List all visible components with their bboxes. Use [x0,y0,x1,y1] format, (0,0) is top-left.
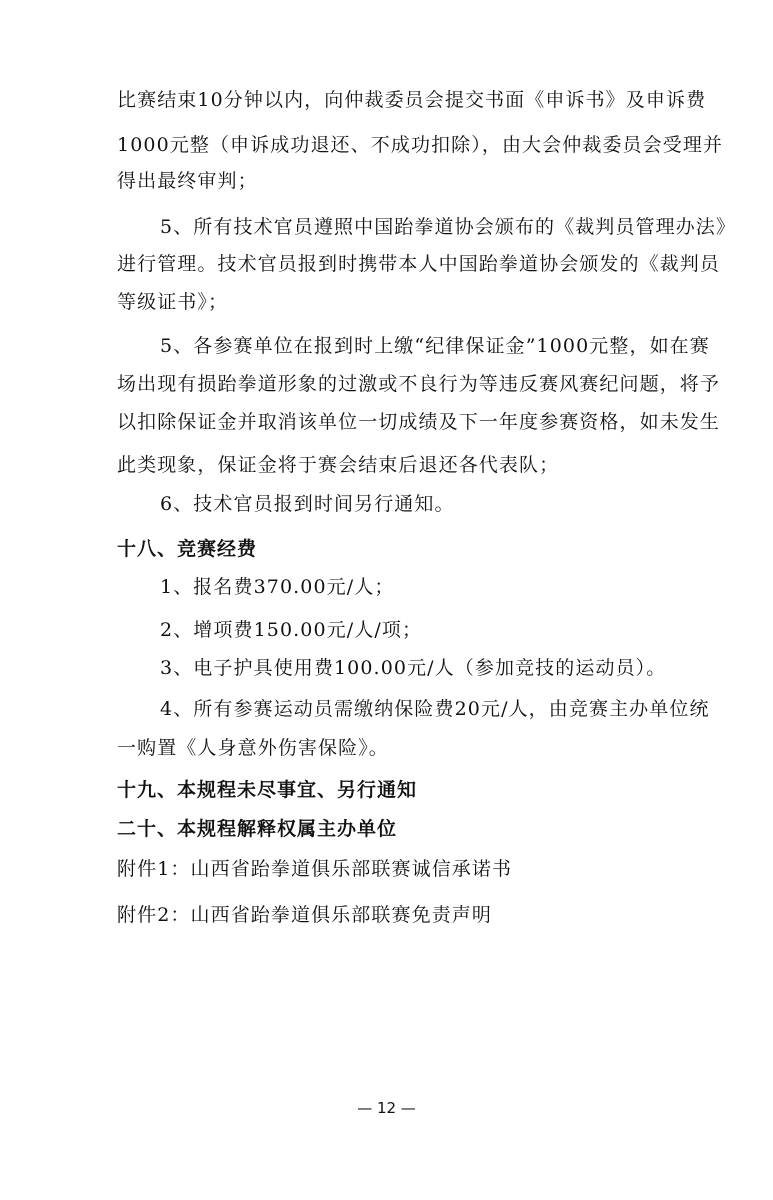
paragraph-line: 进行管理。技术官员报到时携带本人中国跆拳道协会颁发的《裁判员 [117,253,721,275]
fee-item: 1、报名费370.00元/人； [160,576,395,598]
paragraph-line: 比赛结束10分钟以内，向仲裁委员会提交书面《申诉书》及申诉费 [117,89,707,111]
attachment-line: 附件1：山西省跆拳道俱乐部联赛诚信承诺书 [117,858,513,880]
paragraph-line: 1000元整（申诉成功退还、不成功扣除），由大会仲裁委员会受理并 [117,134,724,156]
section-heading-20: 二十、本规程解释权属主办单位 [117,818,398,840]
attachment-line: 附件2：山西省跆拳道俱乐部联赛免责声明 [117,904,492,926]
paragraph-line: 6、技术官员报到时间另行通知。 [160,493,455,515]
fee-item: 4、所有参赛运动员需缴纳保险费20元/人，由竞赛主办单位统 [160,698,710,720]
paragraph-line: 5、所有技术官员遵照中国跆拳道协会颁布的《裁判员管理办法》 [160,216,736,238]
paragraph-line: 5、各参赛单位在报到时上缴“纪律保证金”1000元整，如在赛 [160,335,710,357]
section-heading-18: 十八、竞赛经费 [117,538,258,560]
fee-item: 3、电子护具使用费100.00元/人（参加竞技的运动员）。 [160,657,667,679]
page-number: — 12 — [357,1099,416,1117]
fee-item: 2、增项费150.00元/人/项； [160,619,423,641]
section-heading-19: 十九、本规程未尽事宜、另行通知 [117,779,418,801]
paragraph-line: 以扣除保证金并取消该单位一切成绩及下一年度参赛资格，如未发生 [117,411,721,433]
paragraph-line: 场出现有损跆拳道形象的过激或不良行为等违反赛风赛纪问题，将予 [117,373,721,395]
paragraph-line: 此类现象，保证金将于赛会结束后退还各代表队； [117,454,560,476]
paragraph-line: 等级证书》； [117,291,229,313]
paragraph-line: 得出最终审判； [117,170,258,192]
paragraph-line: 一购置《人身意外伤害保险》。 [117,737,389,759]
